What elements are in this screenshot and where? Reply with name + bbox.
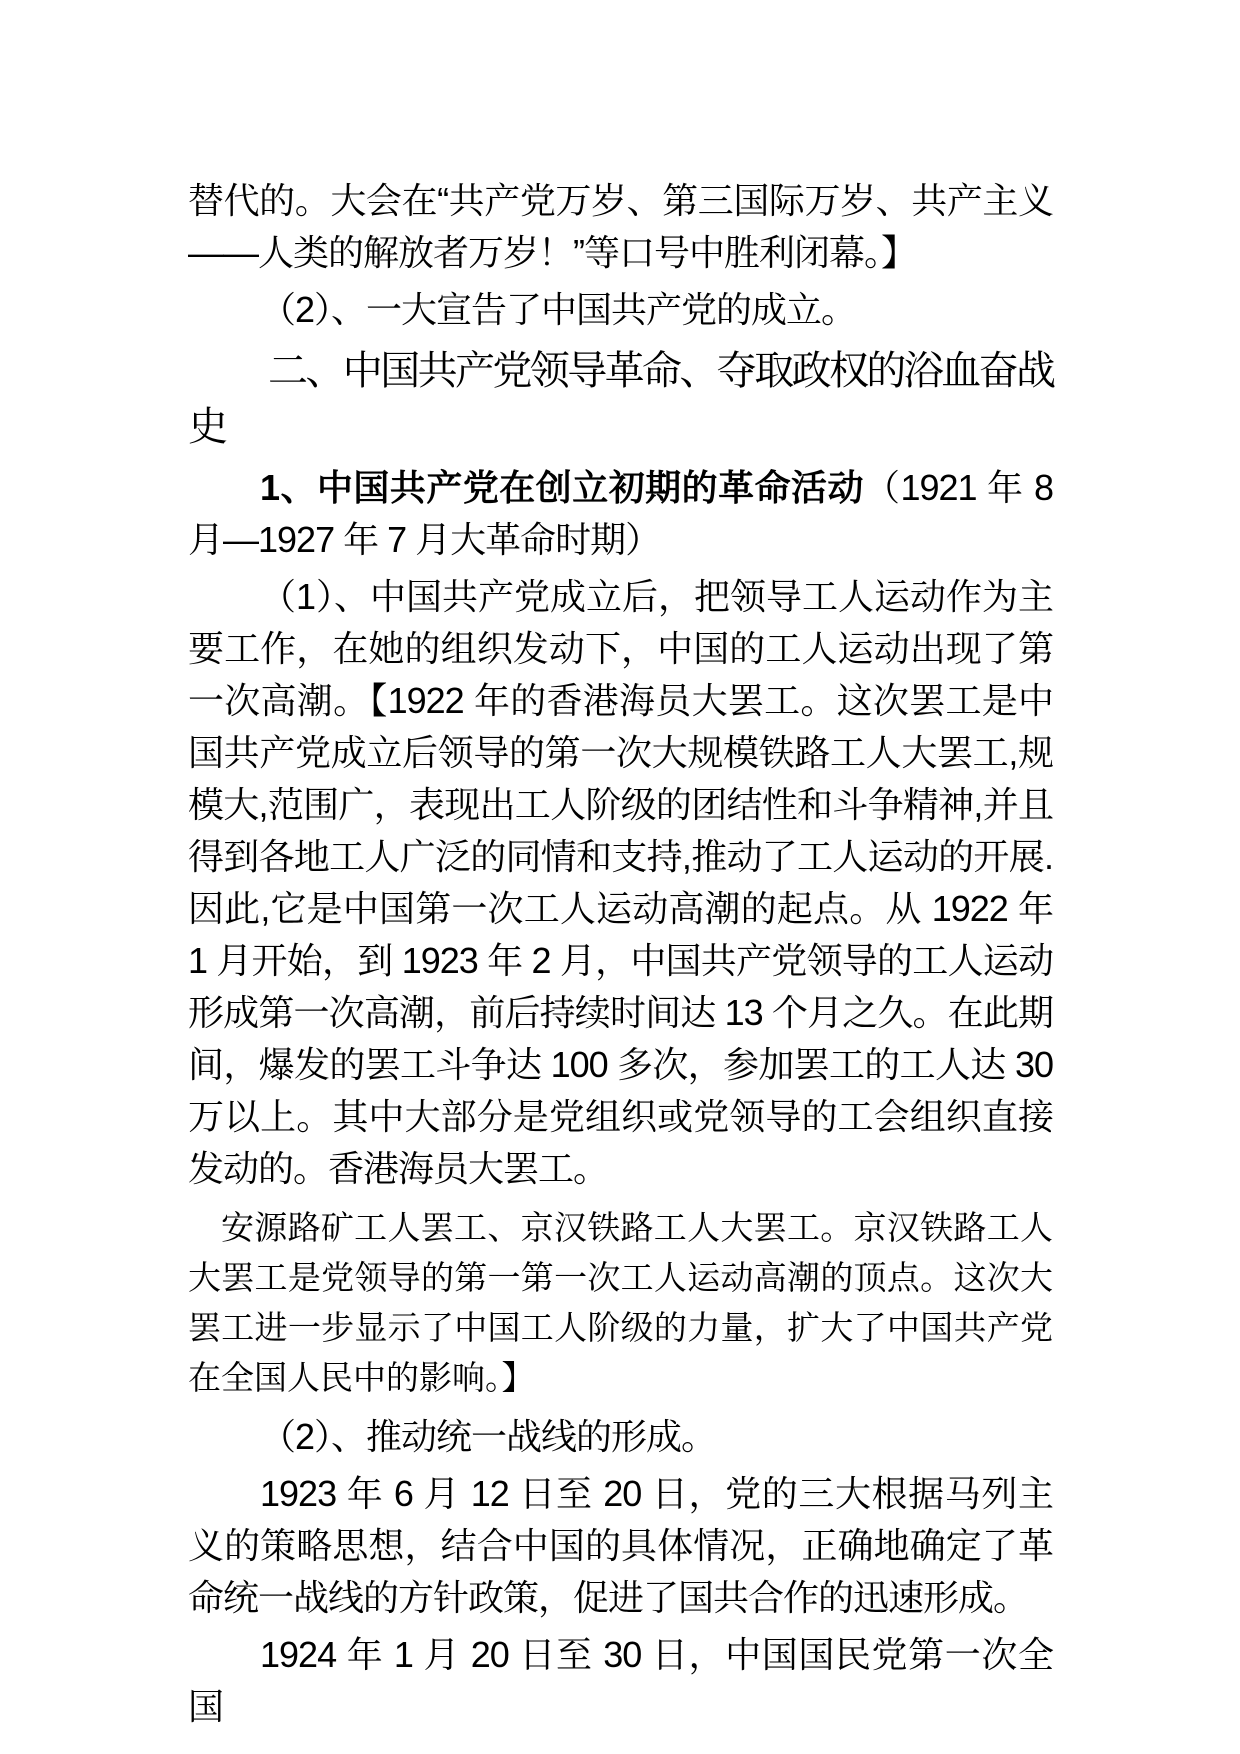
paragraph-item1-workers-movement: （1）、中国共产党成立后，把领导工人运动作为主要工作，在她的组织发动下，中国的工人运动出现了第一次高潮。【1922 年的香港海员大罢工。这次罢工是中国共产党成立后领导的第一次大规模铁路工人大罢工,规模大,范围广，表现出工人阶级的团结性和斗争精神,并且得到各地工人广泛的同情和支持,推动了工人运动的开展.因此,它是中国第一次工人运动高潮的起点。从 1922 年 1 月开始，到 1923 年 2 月，中国共产党领导的工人运动形成第一次高潮，前后持续时间达 13 个月之久。在此期间，爆发的罢工斗争达 100 多次，参加罢工的工人达 30 万以上。其中大部分是党组织或党领导的工会组织直接发动的。香港海员大罢工。 bbox=[188, 576, 1053, 1189]
paragraph-subsection1-title bbox=[188, 462, 1053, 566]
paragraph-congress-closing: 替代的。大会在“共产党万岁、第三国际万岁、共产主义——人类的解放者万岁！”等口号中胜利闭幕。】 bbox=[188, 180, 1053, 273]
paragraph-third-congress: 1923 年 6 月 12 日至 20 日，党的三大根据马列主义的策略思想，结合中国的具体情况，正确地确定了革命统一战线的方针政策，促进了国共合作的迅速形成。 bbox=[188, 1473, 1053, 1618]
subsection1-title-bold-text: 1、中国共产党在创立初期的革命活动 bbox=[260, 467, 864, 508]
section-heading-revolution-history: 二、中国共产党领导革命、夺取政权的浴血奋战史 bbox=[188, 349, 1053, 449]
paragraph-kmt-first-congress: 1924 年 1 月 20 日至 30 日，中国国民党第一次全国 bbox=[188, 1634, 1053, 1727]
paragraph-item2-united-front: （2）、推动统一战线的形成。 bbox=[260, 1416, 717, 1457]
paragraph-item2-party-founding: （2）、一大宣告了中国共产党的成立。 bbox=[260, 289, 857, 330]
paragraph-strikes-note: 安源路矿工人罢工、京汉铁路工人大罢工。京汉铁路工人大罢工是党领导的第一第一次工人运动高潮的顶点。这次大罢工进一步显示了中国工人阶级的力量，扩大了中国共产党在全国人民中的影响。】 bbox=[188, 1209, 1053, 1396]
subsection1-title-period-range: （1921 年 8 月—1927 年 7 月大革命时期） bbox=[188, 467, 1053, 560]
